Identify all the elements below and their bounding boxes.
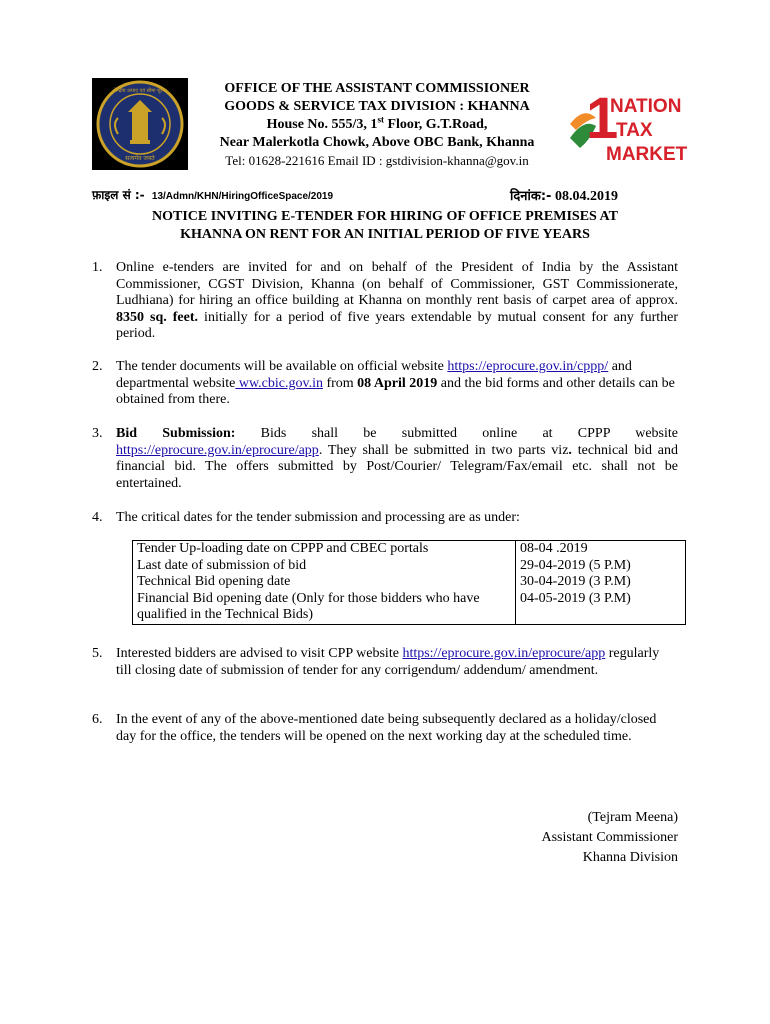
date-cell: 04-05-2019 (3 P.M) bbox=[516, 591, 686, 625]
date-value: 08.04.2019 bbox=[551, 189, 618, 204]
file-label: फ़ाइल सं :- bbox=[92, 188, 145, 202]
address-line-2: Near Malerkotla Chowk, Above OBC Bank, Khanna bbox=[219, 135, 535, 150]
cpp-website-link[interactable]: https://eprocure.gov.in/eprocure/app bbox=[402, 646, 606, 661]
office-name: OFFICE OF THE ASSISTANT COMMISSIONER bbox=[224, 81, 530, 96]
cbic-link[interactable]: ww.cbic.gov.in bbox=[235, 375, 323, 391]
clause-3: 3. Bid Submission: Bids shall be submitted online at CPPP website https://eprocure.gov.in/eprocure/app. They shall be submitted in two parts viz. technical bid and financial bid. The offers submitted by Post/Courier/ Telegram/Fax/email etc. shall not be entertained. bbox=[92, 426, 678, 491]
date-cell: 30-04-2019 (3 P.M) bbox=[516, 574, 686, 591]
logo-digit: 1 bbox=[586, 86, 619, 151]
date-cell: 08-04 .2019 bbox=[516, 541, 686, 558]
emblem-ring-text: केन्द्रीय उत्पाद एवं सीमा शुल्क bbox=[113, 88, 167, 94]
clause-2: 2. The tender documents will be available on official website https://eprocure.gov.in/cppp/ and departmental website ww.cbic.gov.in from 08 April 2019 and the bid forms and other details can be obtained from there. bbox=[92, 359, 675, 407]
file-number bbox=[92, 186, 333, 203]
division-name: GOODS & SERVICE TAX DIVISION : KHANNA bbox=[224, 99, 530, 114]
cbic-emblem-logo bbox=[92, 78, 188, 170]
clause-1: 1. Online e-tenders are invited for and on behalf of the President of India by the Assistant Commissioner, CGST Division, Khanna (on behalf of Commissioner, GST Commissionerate, Ludhiana) for hiring an office building at Khanna on monthly rent basis of carpet area of approx. 8350 sq. feet. initially for a period of five years extendable by mutual consent for any further period. bbox=[92, 260, 678, 341]
table-row bbox=[133, 591, 686, 625]
signatory-name: (Tejram Meena) bbox=[587, 810, 678, 825]
nation-tax-market-logo bbox=[566, 78, 688, 170]
eprocure-link[interactable]: https://eprocure.gov.in/eprocure/app bbox=[116, 442, 319, 458]
critical-dates-table bbox=[132, 540, 686, 625]
clause-5: 5. Interested bidders are advised to visit CPP website https://eprocure.gov.in/eprocure/app regularly till closing date of submission of tender for any corrigendum/ addendum/ amendment. bbox=[92, 646, 660, 678]
event-cell: Technical Bid opening date bbox=[133, 574, 516, 591]
office-header bbox=[188, 80, 566, 170]
address-line-1: House No. 555/3, 1st Floor, G.T.Road, bbox=[266, 114, 488, 132]
signatory-designation: Assistant Commissioner bbox=[541, 830, 678, 845]
signatory-division: Khanna Division bbox=[582, 850, 678, 865]
date-cell: 29-04-2019 (5 P.M) bbox=[516, 558, 686, 575]
notice-title: NOTICE INVITING E-TENDER FOR HIRING OF OFFICE PREMISES AT KHANNA ON RENT FOR AN INITIAL PERIOD OF FIVE YEARS bbox=[152, 209, 618, 242]
logo-word-nation: NATION bbox=[610, 96, 682, 117]
logo-word-tax: TAX bbox=[616, 120, 653, 141]
table-row bbox=[133, 558, 686, 575]
logo-word-market: MARKET bbox=[606, 144, 688, 165]
file-number-value: 13/Admn/KHN/HiringOfficeSpace/2019 bbox=[151, 191, 334, 202]
emblem-motto: सत्यमेव जयते bbox=[125, 155, 155, 162]
contact-line: Tel: 01628-221616 Email ID : gstdivision-khanna@gov.in bbox=[225, 153, 529, 168]
event-cell: Financial Bid opening date (Only for those bidders who have qualified in the Technical Bids) bbox=[133, 591, 516, 625]
table-row bbox=[133, 574, 686, 591]
date-label: दिनांक:- bbox=[510, 189, 552, 204]
clause-6: 6. In the event of any of the above-mentioned date being subsequently declared as a holiday/closed day for the office, the tenders will be opened on the next working day at the scheduled time. bbox=[92, 712, 657, 744]
signature-block bbox=[541, 808, 678, 868]
event-cell: Last date of submission of bid bbox=[133, 558, 516, 575]
event-cell: Tender Up-loading date on CPPP and CBEC portals bbox=[133, 541, 516, 558]
cppp-link[interactable]: https://eprocure.gov.in/cppp/ bbox=[447, 359, 609, 374]
notice-date bbox=[510, 186, 618, 205]
clause-4: 4. The critical dates for the tender submission and processing are as under: bbox=[92, 510, 520, 525]
table-row bbox=[133, 541, 686, 558]
